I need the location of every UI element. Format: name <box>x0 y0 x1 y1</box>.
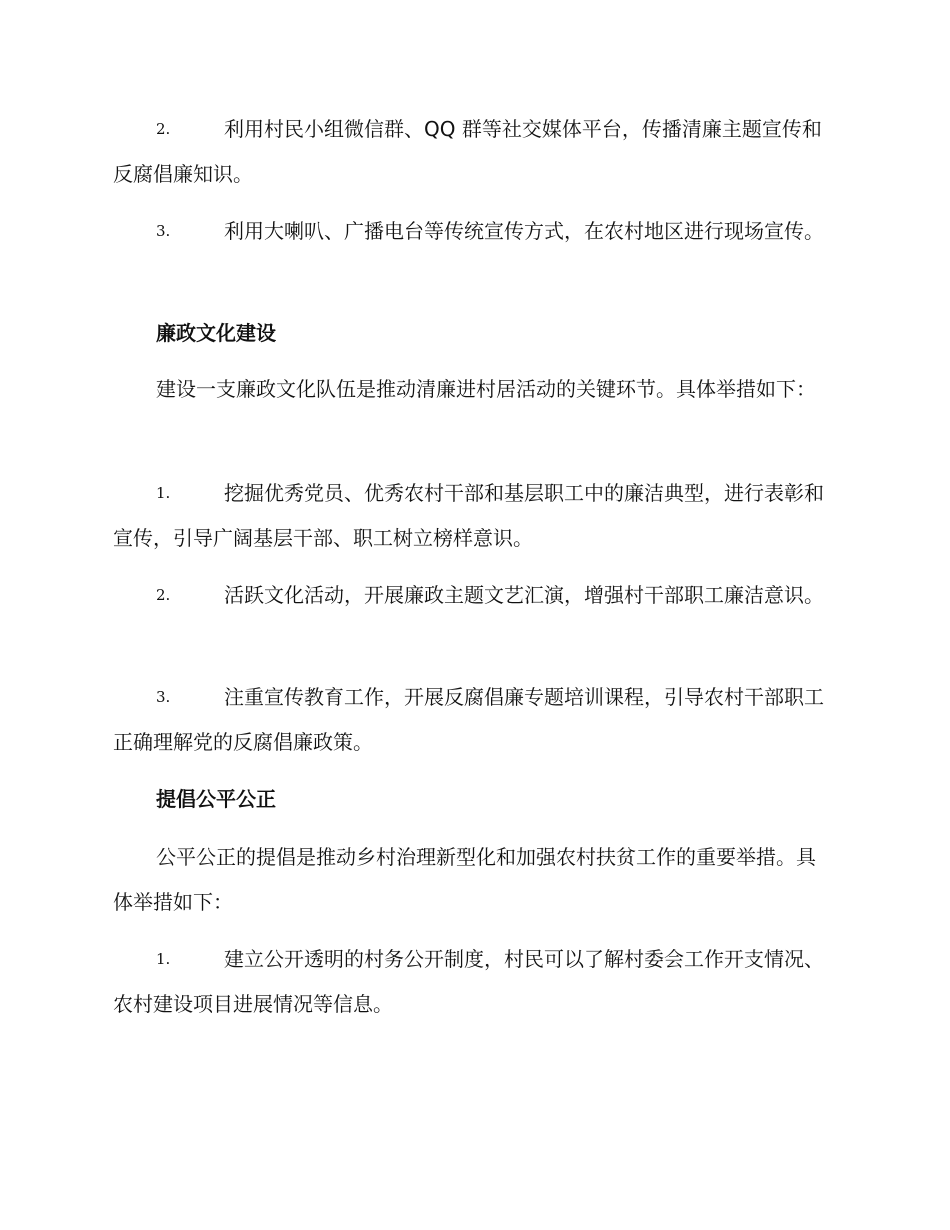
list-item-body: 建立公开透明的村务公开制度，村民可以了解村委会工作开支情况、农村建设项目进展情况等信息。 <box>113 947 824 1016</box>
list-item-text <box>113 209 833 254</box>
list-item-text <box>113 937 833 1027</box>
list-item-text <box>113 675 833 765</box>
list-number: 2. <box>156 120 171 138</box>
list-item <box>113 937 833 1027</box>
paragraph <box>113 367 833 412</box>
section-heading <box>113 311 833 356</box>
list-number: 1. <box>156 484 171 502</box>
list-number: 3. <box>156 222 171 240</box>
list-item-text <box>113 471 833 561</box>
section-heading <box>113 777 833 822</box>
list-number: 1. <box>156 950 171 968</box>
paragraph-text: 公平公正的提倡是推动乡村治理新型化和加强农村扶贫工作的重要举措。具体举措如下： <box>113 845 816 914</box>
list-item-body: 利用村民小组微信群、QQ 群等社交媒体平台，传播清廉主题宣传和反腐倡廉知识。 <box>113 117 822 186</box>
list-item-text <box>113 573 833 618</box>
list-item-text <box>113 107 833 197</box>
paragraph-text: 建设一支廉政文化队伍是推动清廉进村居活动的关键环节。具体举措如下： <box>156 377 816 401</box>
paragraph <box>113 835 833 925</box>
list-number: 3. <box>156 688 171 706</box>
list-item <box>113 107 833 197</box>
list-number: 2. <box>156 586 171 604</box>
list-item <box>113 209 833 254</box>
section-heading-text: 廉政文化建设 <box>156 321 276 345</box>
list-item-body: 利用大喇叭、广播电台等传统宣传方式，在农村地区进行现场宣传。 <box>224 219 824 243</box>
list-item-body: 挖掘优秀党员、优秀农村干部和基层职工中的廉洁典型，进行表彰和宣传，引导广阔基层干部、职工树立榜样意识。 <box>113 481 824 550</box>
list-item-body: 注重宣传教育工作，开展反腐倡廉专题培训课程，引导农村干部职工正确理解党的反腐倡廉政策。 <box>113 685 824 754</box>
list-item <box>113 471 833 561</box>
list-item <box>113 573 833 618</box>
list-item <box>113 675 833 765</box>
list-item-body: 活跃文化活动，开展廉政主题文艺汇演，增强村干部职工廉洁意识。 <box>224 583 824 607</box>
section-heading-text: 提倡公平公正 <box>156 787 276 811</box>
